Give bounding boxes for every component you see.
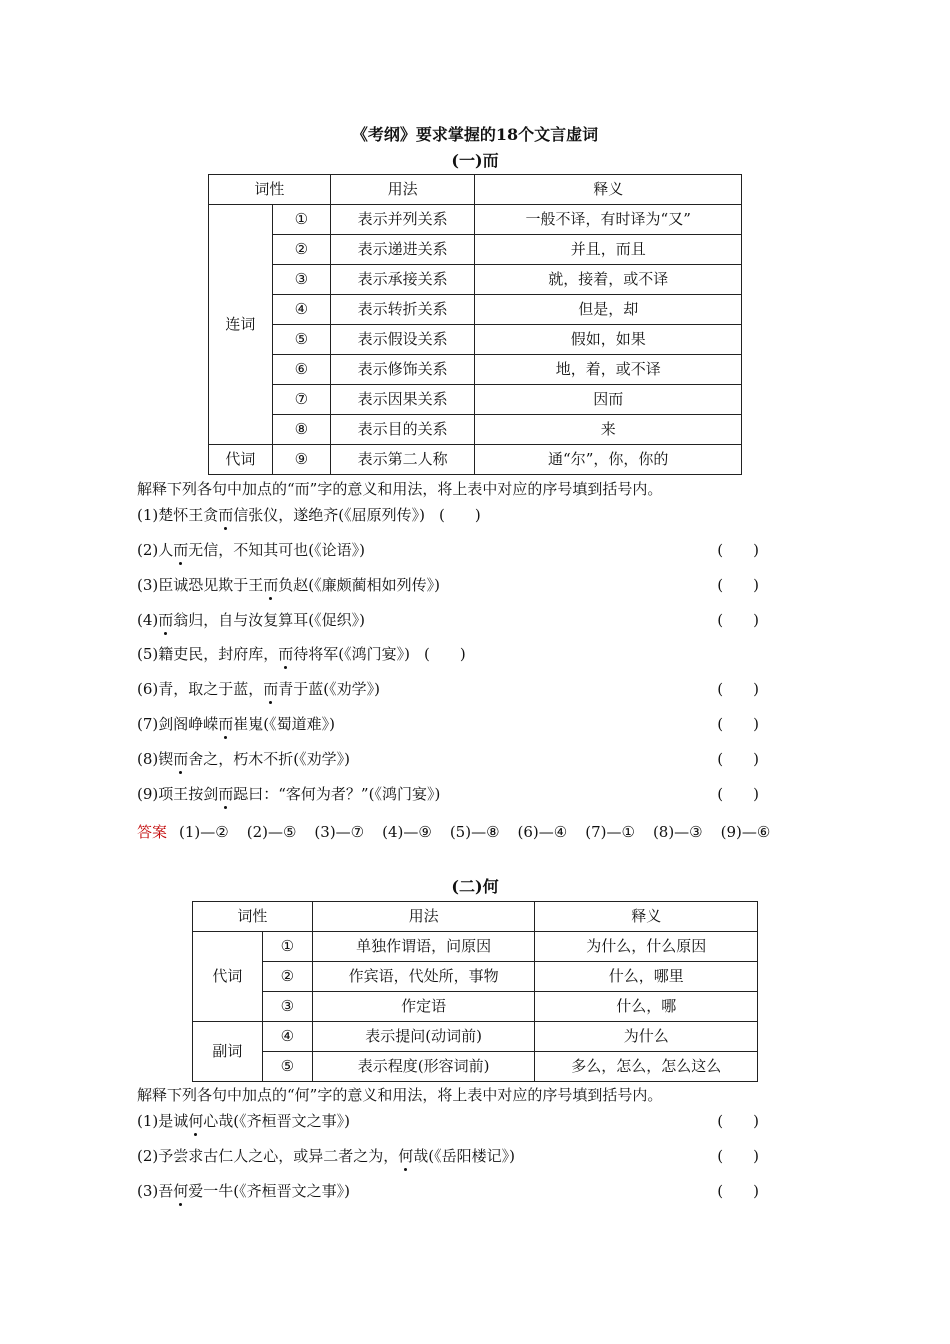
answer-blank[interactable]: ( ) — [717, 1112, 759, 1130]
table-row — [209, 325, 742, 355]
usage-table-er — [208, 174, 742, 475]
answer-item: (9)—⑥ — [720, 823, 771, 841]
answer-item: (8)—③ — [652, 823, 703, 841]
question-text: (2)予尝求古仁人之心，或异二者之为， — [137, 1147, 399, 1165]
num-cell: ③ — [262, 992, 312, 1022]
table-row — [209, 385, 742, 415]
answer-item: (1)—② — [179, 823, 229, 841]
question-text: 跽曰：“客何为者？”(《鸿门宴》) — [233, 785, 441, 803]
table-header-row — [193, 902, 758, 932]
meaning-cell: 多么，怎么，怎么这么 — [535, 1052, 758, 1082]
dotted-char: 而 — [173, 541, 189, 559]
answer-blank[interactable]: ( ) — [717, 576, 759, 594]
question-text: 哉(《岳阳楼记》) — [413, 1147, 515, 1165]
section-heading-he: (二)何 — [451, 877, 499, 896]
question-text: (8)锲 — [137, 750, 174, 768]
dotted-char: 而 — [218, 715, 234, 733]
table-row — [209, 265, 742, 295]
num-cell: ⑨ — [272, 445, 330, 475]
meaning-cell: 就，接着，或不译 — [475, 265, 742, 295]
question-6 — [137, 678, 759, 700]
meaning-cell: 并且，而且 — [475, 235, 742, 265]
usage-cell: 表示因果关系 — [330, 385, 475, 415]
meaning-cell: 但是，却 — [475, 295, 742, 325]
instruction-he: 解释下列各句中加点的“何”字的意义和用法，将上表中对应的序号填到括号内。 — [137, 1086, 663, 1104]
answer-item: (4)—⑨ — [382, 823, 432, 841]
table-row — [209, 295, 742, 325]
meaning-cell: 地，着，或不译 — [475, 355, 742, 385]
pos-cell: 代词 — [193, 932, 263, 1022]
usage-cell: 作定语 — [312, 992, 535, 1022]
question-text: (4) — [137, 611, 159, 629]
header-meaning: 释义 — [475, 175, 742, 205]
num-cell: ① — [272, 205, 330, 235]
table-row — [193, 932, 758, 962]
question-text: (7)剑阁峥嵘 — [137, 715, 219, 733]
dotted-char: 而 — [263, 576, 279, 594]
question-text: 舍之，朽木不折(《劝学》) — [188, 750, 350, 768]
num-cell: ⑤ — [272, 325, 330, 355]
meaning-cell: 为什么 — [535, 1022, 758, 1052]
num-cell: ⑧ — [272, 415, 330, 445]
question-text: (2)人 — [137, 541, 174, 559]
answer-blank[interactable]: ( ) — [438, 506, 481, 524]
table-row — [209, 445, 742, 475]
question-text: (3)臣诚恐见欺于王 — [137, 576, 264, 594]
table-row — [193, 1022, 758, 1052]
meaning-cell: 因而 — [475, 385, 742, 415]
answer-blank[interactable]: ( ) — [717, 785, 759, 803]
pos-cell: 代词 — [209, 445, 273, 475]
question-5 — [137, 643, 759, 665]
num-cell: ⑦ — [272, 385, 330, 415]
dotted-char: 而 — [173, 750, 189, 768]
usage-cell: 表示修饰关系 — [330, 355, 475, 385]
question-text: 无信，不知其可也(《论语》) — [188, 541, 365, 559]
num-cell: ③ — [272, 265, 330, 295]
dotted-char: 而 — [263, 680, 279, 698]
dotted-char: 而 — [158, 611, 174, 629]
table-row — [193, 1052, 758, 1082]
answer-item: (2)—⑤ — [246, 823, 297, 841]
answer-blank[interactable]: ( ) — [717, 1182, 759, 1200]
header-pos: 词性 — [209, 175, 331, 205]
question-2 — [137, 539, 759, 561]
header-usage: 用法 — [312, 902, 535, 932]
num-cell: ⑤ — [262, 1052, 312, 1082]
question-8 — [137, 748, 759, 770]
dotted-char: 而 — [278, 645, 294, 663]
meaning-cell: 通“尔”，你，你的 — [475, 445, 742, 475]
meaning-cell: 假如，如果 — [475, 325, 742, 355]
question-text: (5)籍吏民，封府库， — [137, 645, 279, 663]
num-cell: ④ — [262, 1022, 312, 1052]
question-text: 待将军(《鸿门宴》) — [293, 645, 410, 663]
answer-item: (5)—⑧ — [449, 823, 500, 841]
question-2 — [137, 1145, 759, 1167]
answer-blank[interactable]: ( ) — [717, 611, 759, 629]
header-usage: 用法 — [330, 175, 475, 205]
usage-cell: 表示目的关系 — [330, 415, 475, 445]
pos-cell: 副词 — [193, 1022, 263, 1082]
dotted-char: 何 — [173, 1182, 189, 1200]
page-title: 《考纲》要求掌握的18个文言虚词 — [351, 125, 599, 144]
question-1 — [137, 1110, 759, 1132]
table-row — [193, 962, 758, 992]
num-cell: ⑥ — [272, 355, 330, 385]
question-4 — [137, 609, 759, 631]
question-text: (6)青，取之于蓝， — [137, 680, 264, 698]
header-pos: 词性 — [193, 902, 313, 932]
question-7 — [137, 713, 759, 735]
meaning-cell: 为什么，什么原因 — [535, 932, 758, 962]
answer-blank[interactable]: ( ) — [423, 645, 466, 663]
question-text: (1)是诚 — [137, 1112, 189, 1130]
num-cell: ① — [262, 932, 312, 962]
table-row — [209, 355, 742, 385]
usage-cell: 作宾语，代处所，事物 — [312, 962, 535, 992]
meaning-cell: 什么，哪里 — [535, 962, 758, 992]
question-3 — [137, 1180, 759, 1202]
question-text: 爱一牛(《齐桓晋文之事》) — [188, 1182, 350, 1200]
answer-item: (3)—⑦ — [314, 823, 365, 841]
usage-table-he — [192, 901, 758, 1082]
question-text: (3)吾 — [137, 1182, 174, 1200]
answer-label: 答案 — [137, 823, 168, 841]
table-row — [209, 415, 742, 445]
usage-cell: 表示程度(形容词前) — [312, 1052, 535, 1082]
header-meaning: 释义 — [535, 902, 758, 932]
answer-blank[interactable]: ( ) — [717, 750, 759, 768]
question-text: 信张仪，遂绝齐(《屈原列传》) — [233, 506, 425, 524]
usage-cell: 单独作谓语，问原因 — [312, 932, 535, 962]
answer-item: (7)—① — [585, 823, 635, 841]
question-text: 青于蓝(《劝学》) — [278, 680, 380, 698]
dotted-char: 而 — [218, 785, 234, 803]
table-row — [209, 205, 742, 235]
section-heading-er: (一)而 — [451, 151, 499, 170]
answer-blank[interactable]: ( ) — [717, 1147, 759, 1165]
answer-item: (6)—④ — [517, 823, 568, 841]
meaning-cell: 来 — [475, 415, 742, 445]
usage-cell: 表示第二人称 — [330, 445, 475, 475]
usage-cell: 表示递进关系 — [330, 235, 475, 265]
pos-cell: 连词 — [209, 205, 273, 445]
question-text: 崔嵬(《蜀道难》) — [233, 715, 335, 733]
usage-cell: 表示假设关系 — [330, 325, 475, 355]
meaning-cell: 什么，哪 — [535, 992, 758, 1022]
dotted-char: 而 — [218, 506, 234, 524]
table-row — [193, 992, 758, 1022]
answer-blank[interactable]: ( ) — [717, 715, 759, 733]
usage-cell: 表示提问(动词前) — [312, 1022, 535, 1052]
table-header-row — [209, 175, 742, 205]
dotted-char: 何 — [188, 1112, 204, 1130]
instruction-er: 解释下列各句中加点的“而”字的意义和用法，将上表中对应的序号填到括号内。 — [137, 480, 663, 498]
table-row — [209, 235, 742, 265]
dotted-char: 何 — [398, 1147, 414, 1165]
usage-cell: 表示并列关系 — [330, 205, 475, 235]
num-cell: ④ — [272, 295, 330, 325]
question-text: 负赵(《廉颇蔺相如列传》) — [278, 576, 440, 594]
question-text: (9)项王按剑 — [137, 785, 219, 803]
question-9 — [137, 783, 759, 805]
question-text: (1)楚怀王贪 — [137, 506, 219, 524]
question-text: 心哉(《齐桓晋文之事》) — [203, 1112, 350, 1130]
meaning-cell: 一般不译，有时译为“又” — [475, 205, 742, 235]
num-cell: ② — [262, 962, 312, 992]
answer-blank[interactable]: ( ) — [717, 541, 759, 559]
question-text: 翁归，自与汝复算耳(《促织》) — [173, 611, 365, 629]
answer-blank[interactable]: ( ) — [717, 680, 759, 698]
answer-block — [137, 818, 817, 846]
num-cell: ② — [272, 235, 330, 265]
question-1 — [137, 504, 759, 526]
usage-cell: 表示转折关系 — [330, 295, 475, 325]
usage-cell: 表示承接关系 — [330, 265, 475, 295]
question-3 — [137, 574, 759, 596]
